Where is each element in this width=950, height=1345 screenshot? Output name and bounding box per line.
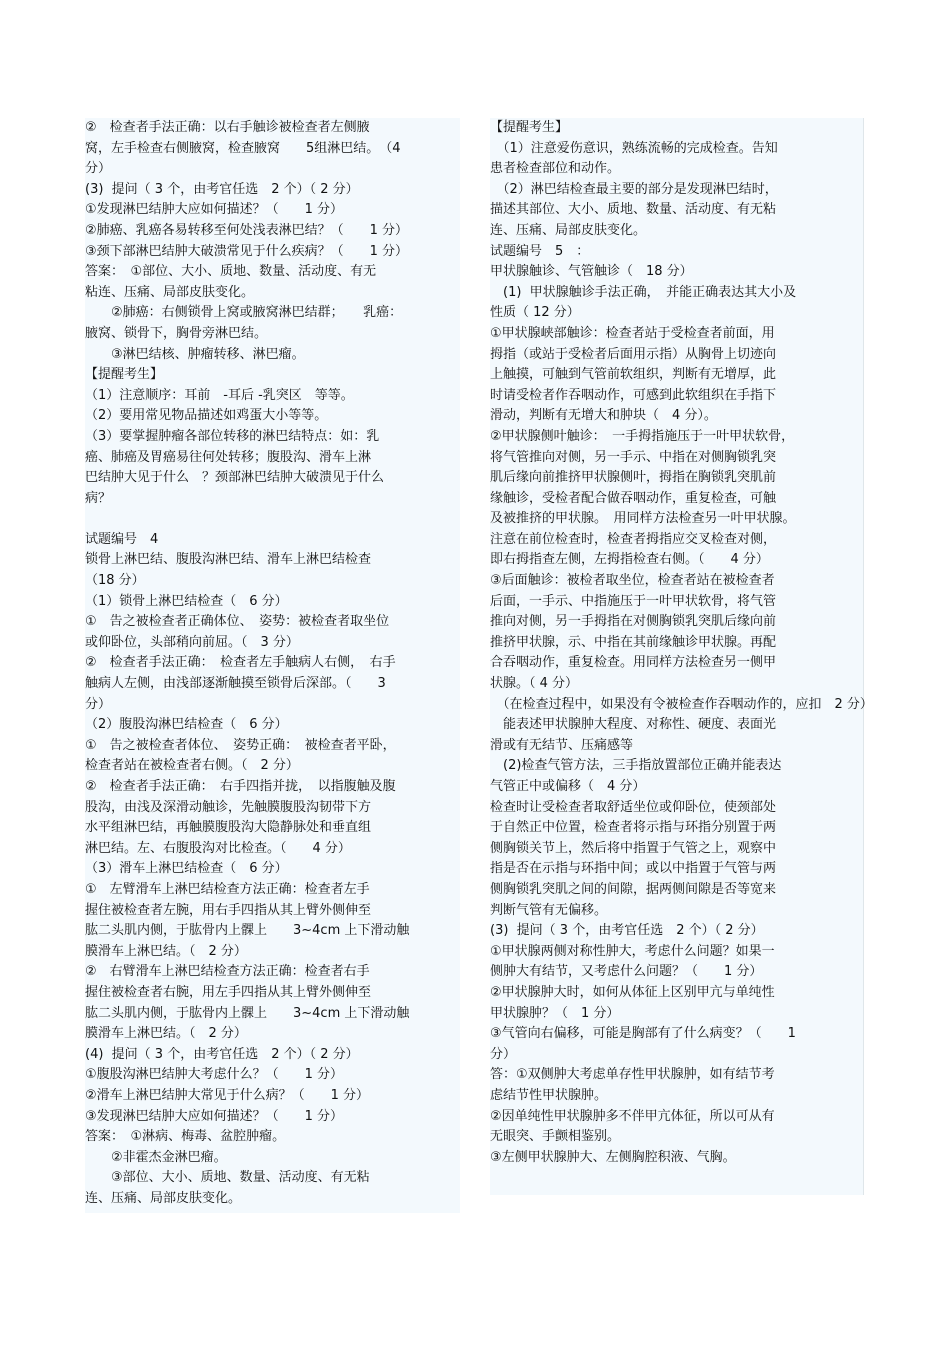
text-line: 及被推挤的甲状腺。 用同样方法检查另一叶甲状腺。 [490, 511, 796, 527]
text-line: 时请受检者作吞咽动作，可感到此软组织在手指下 [490, 387, 777, 403]
text-line: （1）注意顺序：耳前 -耳后 -乳突区 等等。 [85, 387, 354, 403]
text-line: 股沟，由浅及深滑动触诊，先触膜腹股沟韧带下方 [85, 799, 372, 815]
text-line: 描述其部位、大小、质地、数量、活动度、有无粘 [490, 202, 777, 218]
text-line: 虑结节性甲状腺肿。 [490, 1087, 608, 1103]
text-line: ③左侧甲状腺肿大、左侧胸腔积液、气胸。 [490, 1149, 736, 1165]
text-line: 性质（ 12 分） [490, 305, 580, 321]
text-line: 拇指（或站于受检者后面用示指）从胸骨上切迹向 [490, 346, 777, 362]
text-line: ② 检查者手法正确： 右手四指并拢， 以指腹触及腹 [85, 779, 396, 794]
text-line: 窝，左手检查右侧腋窝，检查腋窝 5组淋巴结。 （4 [85, 140, 401, 156]
text-line: 能表述甲状腺肿大程度、对称性、硬度、表面光 [490, 717, 777, 733]
text-line: ②因单纯性甲状腺肿多不伴甲亢体征，所以可从有 [490, 1108, 775, 1124]
text-line: ① 左臂滑车上淋巴结检查方法正确：检查者左手 [85, 881, 370, 897]
text-line: ②甲状腺肿大时，如何从体征上区别甲亢与单纯性 [490, 984, 775, 1000]
text-line: 肱二头肌内侧，于肱骨内上髁上 3~4cm 上下滑动触 [85, 1005, 410, 1021]
text-line: (4) 提问（ 3 个，由考官任选 2 个）（ 2 分） [85, 1046, 359, 1062]
text-line: ③颈下部淋巴结肿大破溃常见于什么疾病？（ 1 分） [85, 243, 409, 259]
text-line: ② 右臂滑车上淋巴结检查方法正确：检查者右手 [85, 964, 370, 980]
text-line: ②滑车上淋巴结肿大常见于什么病？（ 1 分） [85, 1087, 370, 1103]
text-line: 或仰卧位，头部稍向前屈。（ 3 分） [85, 634, 299, 650]
text-line: 状腺。（ 4 分） [490, 676, 579, 692]
text-line: ③淋巴结核、肿瘤转移、淋巴瘤。 [85, 346, 305, 362]
text-line: 上触摸，可触到气管前软组织，判断有无增厚，此 [490, 367, 777, 383]
text-line: 答案： ①淋病、梅毒、盆腔肿瘤。 [85, 1129, 286, 1145]
text-line: 侧肿大有结节，又考虑什么问题？（ 1 分） [490, 964, 763, 980]
text-line: 推向对侧，另一手拇指在对侧胸锁乳突肌后缘向前 [490, 614, 777, 630]
text-line: ②非霍杰金淋巴瘤。 [85, 1149, 227, 1165]
text-line: （在检查过程中，如果没有令被检查作吞咽动作的，应扣 2 分） [490, 696, 873, 712]
text-line: 连、压痛、局部皮肤变化。 [490, 222, 647, 238]
text-line: 试题编号 4 [85, 531, 159, 547]
text-line [85, 509, 460, 530]
text-line: 分） [490, 1046, 517, 1062]
text-line: （2）要用常见物品描述如鸡蛋大小等等。 [85, 408, 328, 424]
text-line: 分） [85, 696, 112, 712]
text-line: 指是否在示指与环指中间；或以中指置于气管与两 [490, 861, 777, 877]
text-line: 分） [85, 161, 112, 177]
text-line: 握住被检查者左腕，用右手四指从其上臂外侧伸至 [85, 902, 372, 918]
text-line: ③发现淋巴结肿大应如何描述？（ 1 分） [85, 1108, 344, 1124]
text-line: ③后面触诊：被检者取坐位，检查者站在被检查者 [490, 573, 775, 589]
text-line: 甲状腺触诊、气管触诊（ 18 分） [490, 264, 693, 280]
text-line: ② 检查者手法正确： 检查者左手触病人右侧， 右手 [85, 655, 396, 671]
text-line: 答：①双侧肿大考虑单存性甲状腺肿，如有结节考 [490, 1067, 775, 1083]
text-line: ② 检查者手法正确：以右手触诊被检查者左侧腋 [85, 120, 370, 135]
text-line: ①甲状腺峡部触诊：检查者站于受检查者前面，用 [490, 325, 775, 341]
text-line: 气管正中或偏移（ 4 分） [490, 779, 646, 794]
text-line: 【提醒考生】 [490, 120, 569, 135]
text-line: (3) 提问（ 3 个，由考官任选 2 个）（ 2 分） [85, 181, 359, 197]
text-line: 滑或有无结节、压痛感等 [490, 737, 634, 753]
right-text-column [490, 118, 873, 1195]
text-line: ① 告之被检查者正确体位、 姿势：被检查者取坐位 [85, 614, 390, 630]
text-line: 锁骨上淋巴结、腹股沟淋巴结、滑车上淋巴结检查 [85, 552, 372, 568]
text-line: 粘连、压痛、局部皮肤变化。 [85, 284, 255, 300]
text-line: （2）淋巴结检查最主要的部分是发现淋巴结时， [490, 181, 778, 197]
text-line: 病？ [85, 490, 112, 506]
text-line: （1）锁骨上淋巴结检查（ 6 分） [85, 593, 288, 609]
text-line: ②肺癌：右侧锁骨上窝或腋窝淋巴结群； 乳癌： [85, 305, 403, 321]
text-line: 侧胸锁乳突肌之间的间隙，据两侧间隙是否等宽来 [490, 881, 777, 897]
text-line: 肌后缘向前推挤甲状腺侧叶，拇指在胸锁乳突肌前 [490, 470, 777, 486]
text-line: ①发现淋巴结肿大应如何描述？（ 1 分） [85, 202, 344, 218]
text-line: 膜滑车上淋巴结。（ 2 分） [85, 943, 247, 959]
text-line: 后面，一手示、中指施压于一叶甲状软骨，将气管 [490, 593, 777, 609]
text-line: 推挤甲状腺，示、中指在其前缘触诊甲状腺。再配 [490, 634, 777, 650]
text-line: 于自然正中位置，检查者将示指与环指分别置于两 [490, 820, 777, 836]
text-line: 将气管推向对侧，另一手示、中指在对侧胸锁乳突 [490, 449, 777, 465]
text-line: 【提醒考生】 [85, 367, 164, 383]
text-line: 试题编号 5 ： [490, 243, 590, 259]
text-line: 肱二头肌内侧，于肱骨内上髁上 3~4cm 上下滑动触 [85, 923, 410, 939]
text-line: 淋巴结。左、右腹股沟对比检查。（ 4 分） [85, 840, 351, 856]
text-line: （18 分） [85, 573, 145, 589]
text-line: 连、压痛、局部皮肤变化。 [85, 1190, 242, 1206]
text-line: 判断气管有无偏移。 [490, 902, 608, 918]
text-line: （1）注意爱伤意识，熟练流畅的完成检查。告知 [490, 140, 778, 156]
text-line: （2）腹股沟淋巴结检查（ 6 分） [85, 717, 288, 733]
text-line: 触病人左侧，由浅部逐渐触摸至锁骨后深部。（ 3 [85, 676, 386, 692]
text-line: 滑动，判断有无增大和肿块（ 4 分）。 [490, 408, 717, 424]
text-line: (3) 提问（ 3 个，由考官任选 2 个）（ 2 分） [490, 923, 764, 939]
text-line: （3）要掌握肿瘤各部位转移的淋巴结特点：如：乳 [85, 428, 380, 444]
text-line: (1) 甲状腺触诊手法正确， 并能正确表达其大小及 [490, 284, 797, 300]
text-line: ②肺癌、乳癌各易转移至何处浅表淋巴结？（ 1 分） [85, 222, 409, 238]
text-line: 侧胸锁关节上，然后将中指置于气管之上，观察中 [490, 840, 777, 856]
text-line: (2)检查气管方法，三手指放置部位正确并能表达 [490, 758, 782, 774]
left-text-column [85, 118, 460, 1213]
text-line: ①甲状腺两侧对称性肿大，考虑什么问题？如果一 [490, 943, 775, 959]
text-line: ③气管向右偏移，可能是胸部有了什么病变？（ 1 [490, 1026, 796, 1042]
text-line: 检查时让受检查者取舒适坐位或仰卧位，使颈部处 [490, 799, 777, 815]
text-line: （3）滑车上淋巴结检查（ 6 分） [85, 861, 288, 877]
text-line: ① 告之被检查者体位、 姿势正确： 被检查者平卧， [85, 737, 396, 753]
text-line: 注意在前位检查时，检查者拇指应交叉检查对侧， [490, 531, 777, 547]
text-line: 膜滑车上淋巴结。（ 2 分） [85, 1026, 247, 1042]
text-line: 无眼突、手颤相鉴别。 [490, 1129, 621, 1145]
text-line: 巴结肿大见于什么 ？颈部淋巴结肿大破溃见于什么 [85, 470, 385, 486]
text-line: 答案： ①部位、大小、质地、数量、活动度、有无 [85, 264, 377, 280]
text-line: ①腹股沟淋巴结肿大考虑什么？（ 1 分） [85, 1067, 344, 1083]
text-line: ②甲状腺侧叶触诊： 一手拇指施压于一叶甲状软骨， [490, 428, 795, 444]
text-line: 检查者站在被检查者右侧。（ 2 分） [85, 758, 299, 774]
text-line: 缘触诊，受检者配合做吞咽动作，重复检查，可触 [490, 490, 777, 506]
text-line: 握住被检查者右腕，用左手四指从其上臂外侧伸至 [85, 984, 372, 1000]
text-line: 甲状腺肿？（ 1 分） [490, 1005, 620, 1021]
text-line: 水平组淋巴结，再触膜腹股沟大隐静脉处和垂直组 [85, 820, 372, 836]
text-line: ③部位、大小、质地、数量、活动度、有无粘 [85, 1170, 370, 1186]
text-line: 合吞咽动作，重复检查。用同样方法检查另一侧甲 [490, 655, 777, 671]
text-line: 癌、肺癌及胃癌易往何处转移；腹股沟、滑车上淋 [85, 449, 372, 465]
text-line: 即右拇指查左侧，左拇指检查右侧。（ 4 分） [490, 552, 769, 568]
text-line: 腋窝、锁骨下，胸骨旁淋巴结。 [85, 325, 268, 341]
text-line: 患者检查部位和动作。 [490, 161, 621, 177]
